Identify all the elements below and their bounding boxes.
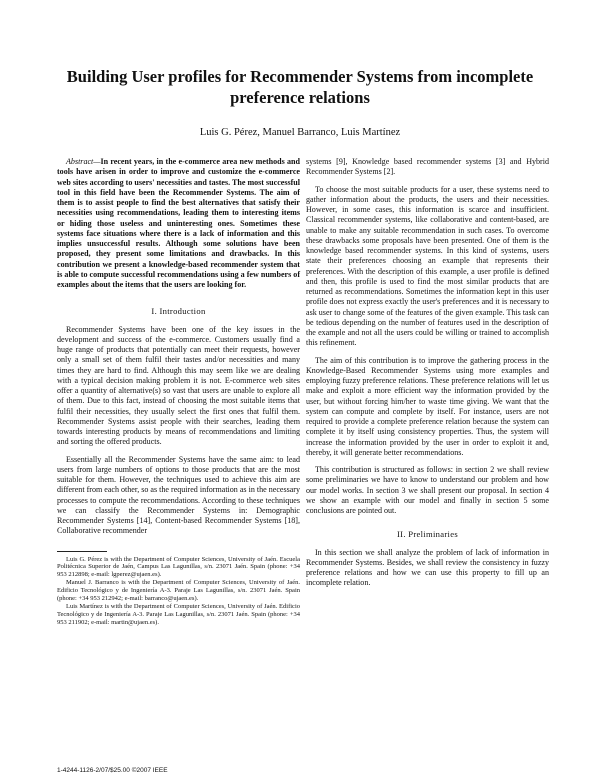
title-line-1: Building User profiles for Recommender Systems from incomplete (66, 67, 534, 86)
right-column (306, 157, 549, 589)
intro-paragraph-5: This contribution is structured as follows: in section 2 we shall review some preliminaries we have to know to understand our problem and how our model works. In section 3 we shall present our proposal. In section 4 we show an example with our model and finally in section 5 some conclusions are pointed out. (306, 465, 549, 515)
intro-paragraph-3: To choose the most suitable products for a user, these systems need to gather information about the products, the users and their necessities. However, in some cases, this information is scarce and insufficient. Classical recommender systems, like collaborative and content-based, are unable to make any suitable recommendation in such cases. To overcome these drawbacks some proposals have been presented. One of them is the knowledge based recommender systems. In this kind of systems, users state their preferences choosing an example that represents their preferences. With the description of this example, a user profile is defined and then, this profile is used to find the most similar products that are returned as recommendations. Sometimes the information kept in this user profile does not express exactly the user's preferences and it is necessary to ask user to change some of the features of the given example. This task can be tedious depending on the number of features used in the description of the example and not all the users could be willing or trained to accomplish this refinement. (306, 184, 549, 348)
title-line-2: preference relations (230, 88, 370, 107)
left-column (57, 157, 300, 627)
copyright-notice: 1-4244-1126-2/07/$25.00 ©2007 IEEE (57, 767, 168, 774)
footnote-author-3: Luis Martínez is with the Department of Computer Sciences, University of Jaén. Edificio Tecnológico y de Ingeniería A-3. Paraje Las Lagunillas, s/n. 23071 Jaén. Spain (phone: +34 953 211902; e-mail: martin@ujaen.es). (57, 602, 300, 626)
abstract (57, 157, 300, 290)
intro-paragraph-1: Recommender Systems have been one of the key issues in the development and success of the e-commerce. Customers usually find a huge range of products that potentially can meet their requests, however only a small set of them fulfil their tastes and/or necessities and many times they are hard to find. Although this may seem like we are dealing with a typical decision making problem it is not. E-commerce web sites offer a quantity of alternative(s) so vast that users are unable to explore all of them. Due to this fact, instead of choosing the most suitable items that fulfil their necessities, they usually select the first ones that fulfil them. Recommender Systems assist people with their searches, leading them towards interesting products by means of recommendations and limiting and sorting the offered products. (57, 324, 300, 447)
footnote-divider (57, 551, 107, 552)
section-heading-introduction: I. Introduction (151, 306, 206, 317)
footnote-author-1: Luis G. Pérez is with the Department of Computer Sciences, University of Jaén. Escuela Politécnica Superior de Jaén, Campus Las Lagunillas, s/n. 23071 Jaén. Spain (phone: +34 953 212898; e-mail: lgperez@ujaen.es). (57, 555, 300, 579)
paper-title (50, 66, 550, 108)
intro-paragraph-continued: systems [9], Knowledge based recommender systems [3] and Hybrid Recommender Systems [2]. (306, 157, 549, 177)
intro-paragraph-4: The aim of this contribution is to improve the gathering process in the Knowledge-Based Recommender Systems using more examples and employing fuzzy preference relations. These preference relations will let us make and exploit a more efficient way the information provided by the user, but without forcing him/her to waste time giving. We want that the system can compute and complete by itself. For instance, users are not required to provide a complete preference relation because the system can complete it by itself using consistency properties. Thus, the system will increase the information provided by the user in order to exploit it and, thereby, it will generate better recommendations. (306, 355, 549, 457)
footnote-author-2: Manuel J. Barranco is with the Department of Computer Sciences, University of Jaén. Edificio Tecnológico y de Ingeniería A-3. Paraje Las Lagunillas, s/n. 23071 Jaén. Spain (phone: +34 953 212942; e-mail: barranco@ujaen.es). (57, 579, 300, 603)
abstract-text: In recent years, in the e-commerce area new methods and tools have arisen in order to improve and customize the e-commerce web sites according to users' necessities and tastes. The most successful tool in this field have been the Recommender Systems. The aim of them is to assist people to find the best alternatives that satisfy their necessities using recommendations, leading them to interesting items or hiding those useless and uninteresting ones. Sometimes these systems face situations where there is a lack of information and this implies unsuccessful results. Although some solutions have been proposed, they present some limitations and drawbacks. In this contribution we present a knowledge-based recommender system that is able to compute successful recommendations using a few numbers of examples about the items that the users are looking for. (57, 157, 300, 289)
preliminaries-paragraph-1: In this section we shall analyze the problem of lack of information in Recommender Systems. Besides, we shall review the consistency in fuzzy preference relations and how we can use this property to fill up an incomplete relation. (306, 547, 549, 588)
abstract-label: Abstract— (66, 157, 101, 166)
author-list: Luis G. Pérez, Manuel Barranco, Luis Martínez (199, 127, 401, 138)
intro-paragraph-2: Essentially all the Recommender Systems have the same aim: to lead users from large numbers of options to those products that are the most suitable for them. However, the techniques used to achieve this aim are different from each other, so as the required information as in the necessary processes to compute the recommendations. According to these techniques we can classify the Recommender Systems in: Demographic Recommender Systems [14], Content-based Recommender Systems [18], Collaborative recommender (57, 454, 300, 536)
section-heading-preliminaries: II. Preliminaries (397, 529, 458, 540)
